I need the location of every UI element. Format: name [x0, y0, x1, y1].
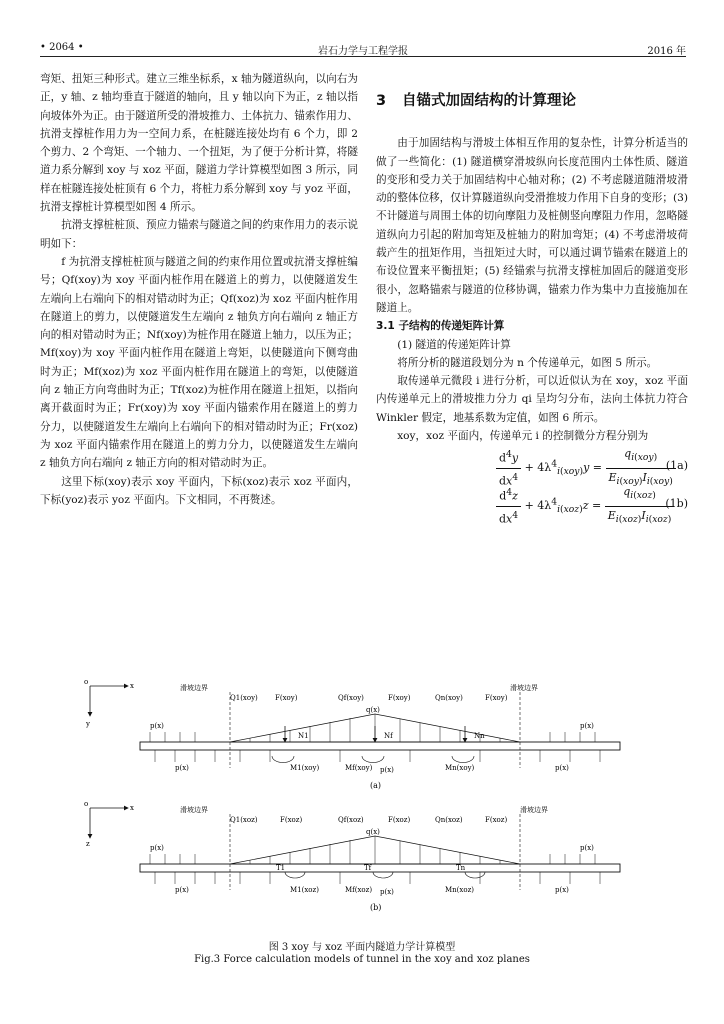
label-q-b: q(x) [366, 828, 380, 836]
right-column [376, 70, 688, 526]
label-Tn-b: Tn [456, 864, 466, 872]
left-column [40, 70, 358, 509]
equation-1b: $\frac{d^4z}{dx^4}$ + $4\lambda^4_{i(xoz)}z$ = $\frac{q_{i(xoz)}}{E_{i(xoz)}I_{i(xoz)}}$ (1b) [376, 483, 688, 521]
label-Mf-b: Mf(xoz) [345, 886, 373, 894]
subfigure-a-label: (a) [370, 781, 382, 790]
label-p-right-top-b: p(x) [580, 844, 594, 852]
label-F2-a: F(xoy) [388, 694, 411, 702]
label-F2-b: F(xoz) [388, 816, 411, 824]
slope-boundary-left-a: 滑坡边界 [180, 684, 208, 692]
label-M1-b: M1(xoz) [290, 886, 319, 894]
label-p-left-bottom-a: p(x) [175, 764, 189, 772]
label-F1-b: F(xoz) [280, 816, 303, 824]
journal-name: 岩石力学与工程学报 [318, 46, 408, 57]
label-N1-a: N1 [298, 732, 309, 740]
figure-caption-en: Fig.3 Force calculation models of tunnel in the xoy and xoz planes [194, 954, 530, 965]
label-Mn-a: Mn(xoy) [445, 764, 475, 772]
section-number: 3 [376, 93, 387, 109]
subfigure-b [84, 800, 620, 896]
label-F3-a: F(xoy) [485, 694, 508, 702]
page-header [40, 40, 686, 57]
figure-caption-cn: 图 3 xoy 与 xoz 平面内隧道力学计算模型 [268, 942, 456, 953]
right-paragraph-2: 将所分析的隧道段划分为 n 个传递单元，如图 5 所示。 [397, 356, 658, 369]
left-paragraph-4: 这里下标(xoy)表示 xoy 平面内，下标(xoz)表示 xoz 平面内，下标(yoz)表示 yoz 平面内。下文相同，不再赘述。 [40, 475, 358, 506]
axis-origin-b: o [84, 800, 89, 808]
label-p-left-top-a: p(x) [150, 722, 164, 730]
label-Q1-a: Q1(xoy) [230, 694, 258, 702]
figure-3-diagram [80, 676, 680, 916]
label-p-mid-a: p(x) [380, 766, 394, 774]
label-p-mid-b: p(x) [380, 888, 394, 896]
axis-origin-a: o [84, 678, 89, 686]
subfigure-b-label: (b) [370, 903, 382, 912]
label-F3-b: F(xoz) [485, 816, 508, 824]
label-Nf-a: Nf [384, 732, 393, 740]
subsection-heading: 3.1 子结构的传递矩阵计算 [376, 320, 505, 333]
label-p-left-top-b: p(x) [150, 844, 164, 852]
label-Mn-b: Mn(xoz) [445, 886, 474, 894]
axis-z-b: z [86, 840, 90, 848]
slope-boundary-left-b: 滑坡边界 [180, 806, 208, 814]
label-p-right-bottom-a: p(x) [555, 764, 569, 772]
label-Tf-b: Tf [364, 864, 372, 872]
label-Qn-a: Qn(xoy) [435, 694, 463, 702]
equation-number-1b: (1b) [665, 497, 688, 511]
label-Mf-a: Mf(xoy) [345, 764, 373, 772]
list-item-1: (1) 隧道的传递矩阵计算 [397, 338, 511, 351]
label-Qf-a: Qf(xoy) [338, 694, 364, 702]
label-Q1-b: Q1(xoz) [230, 816, 258, 824]
axis-x-b: x [130, 804, 134, 812]
section-heading [376, 92, 688, 110]
subfigure-a [84, 678, 620, 774]
label-q-a: q(x) [366, 706, 380, 714]
slope-boundary-right-b: 滑坡边界 [520, 806, 548, 814]
page-number: • 2064 • [40, 42, 84, 53]
year: 2016 年 [647, 46, 686, 57]
section-title: 自锚式加固结构的计算理论 [402, 93, 576, 109]
axis-y-a: y [86, 720, 90, 728]
right-paragraph-4: xoy，xoz 平面内，传递单元 i 的控制微分方程分别为 [397, 430, 649, 443]
left-paragraph-3: f 为抗滑支撑桩桩顶与隧道之间的约束作用位置或抗滑支撑桩编号；Qf(xoy)为 xoy 平面内桩作用在隧道上的剪力，以使隧道发生左端向上右端向下的相对错动时为正；Qf(xoz)为 xoz 平面内桩作用在隧道上的剪力，以使隧道发生左端向 z 轴负方向右端向 z 轴正方向的相对错动时为正；Nf(xoy)为桩作用在隧道上轴力，以压为正；Mf(xoy)为 xoy 平面内桩作用在隧道上弯矩，以使隧道向下侧弯曲时为正；Mf(xoz)为 xoz 平面内桩作用在隧道上的弯矩，以使隧道向 z 轴正方向弯曲时为正；Tf(xoz)为桩作用在隧道上扭矩，以指向离开截面时为正；Fr(xoy)为 xoy 平面内锚索作用在隧道上的剪力分力，以使隧道发生左端向上右端向下的相对错动时为正；Fr(xoz)为 xoz 平面内锚索作用在隧道上的剪力分力，以使隧道发生左端向 z 轴负方向右端向 z 轴正方向的相对错动时为正。 [40, 255, 358, 470]
axis-x-a: x [130, 682, 134, 690]
label-p-right-bottom-b: p(x) [555, 886, 569, 894]
equation-1a: $\frac{d^4y}{dx^4}$ + $4\lambda^4_{i(xoy)}y$ = $\frac{q_{i(xoy)}}{E_{i(xoy)}I_{i(xoy)}}$ (1a) [376, 445, 688, 483]
label-M1-a: M1(xoy) [290, 764, 320, 772]
label-Qf-b: Qf(xoz) [338, 816, 364, 824]
left-paragraph-1: 弯矩、扭矩三种形式。建立三维坐标系，x 轴为隧道纵向，以向右为正，y 轴、z 轴均垂直于隧道的轴向，且 y 轴以向下为正，z 轴以指向坡体外为正。由于隧道所受的滑坡推力、土体抗力、锚索作用力、抗滑支撑桩作用力为一空间力系，在桩隧连接处均有 6 个力，即 2 个剪力、2 个弯矩、一个轴力、一个扭矩，为了便于分析计算，将隧道力系分解到 xoy 与 xoz 平面，隧道力学计算模型如图 3 所示，同样在桩隧连接处桩顶有 6 个力，将桩力系分解到 xoy 与 yoz 平面，抗滑支撑桩计算模型如图 4 所示。 [40, 73, 358, 214]
label-Qn-b: Qn(xoz) [435, 816, 463, 824]
right-paragraph-3: 取传递单元微段 i 进行分析，可以近似认为在 xoy，xoz 平面内传递单元上的滑坡推力分力 qi 呈均匀分布，法向土体抗力符合 Winkler 假定，地基系数为定值，如图 6 所示。 [376, 375, 688, 424]
label-p-left-bottom-b: p(x) [175, 886, 189, 894]
label-Nn-a: Nn [474, 732, 485, 740]
equation-number-1a: (1a) [665, 459, 688, 473]
right-paragraph-1: 由于加固结构与滑坡土体相互作用的复杂性，计算分析适当的做了一些简化：(1) 隧道横穿滑坡纵向长度范围内土体性质、隧道的变形和受力关于加固结构中心轴对称；(2) 不考虑隧道随滑坡滑动的整体位移，仅计算隧道纵向受滑推坡力作用下自身的变形；(3) 不计隧道与周围土体的切向摩阻力及桩侧竖向摩阻力作用，忽略隧道纵向力引起的附加弯矩及桩轴力的附加弯矩；(4) 不考虑滑坡荷载产生的扭矩作用，当扭矩过大时，可以通过调节锚索在隧道上的布设位置来平衡扭矩；(5) 经锚索与抗滑支撑桩加固后的隧道变形很小，忽略锚索与隧道的位移协调，锚索力作为集中力直接施加在隧道上。 [376, 137, 688, 314]
label-p-right-top-a: p(x) [580, 722, 594, 730]
slope-boundary-right-a: 滑坡边界 [510, 684, 538, 692]
label-F1-a: F(xoy) [275, 694, 298, 702]
left-paragraph-2: 抗滑支撑桩桩顶、预应力锚索与隧道之间的约束作用力的表示说明如下： [40, 219, 358, 250]
label-T1-b: T1 [276, 864, 286, 872]
